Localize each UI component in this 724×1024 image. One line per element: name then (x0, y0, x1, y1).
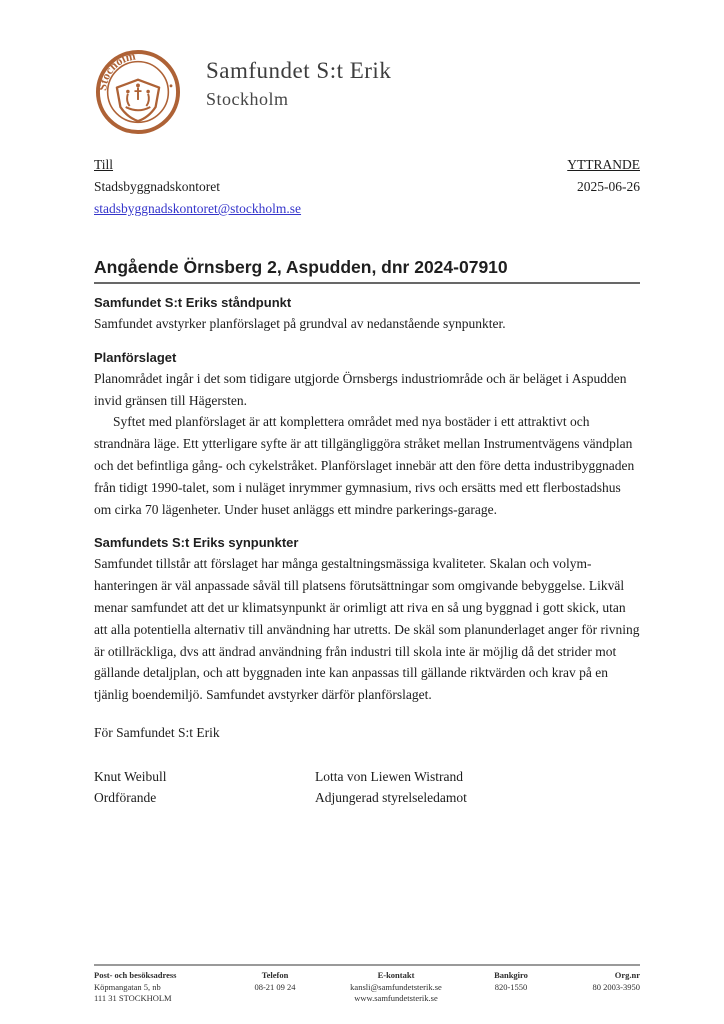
footer-econtact-column (316, 970, 476, 1005)
closing-line: För Samfundet S:t Erik (94, 724, 220, 740)
recipient-email-link[interactable]: stadsbyggnadskontoret@stockholm.se (94, 201, 302, 216)
signature-2-name: Lotta von Liewen Wistrand (315, 768, 464, 784)
org-city: Stockholm (206, 89, 289, 109)
org-block (206, 58, 391, 110)
recipient-name: Stadsbyggnadskontoret (94, 179, 220, 194)
footer-address-column (94, 970, 234, 1005)
section-synpunkter-paragraph: Samfundet tillstår att förslaget har många gestaltningsmässiga kvaliteter. Skalan och volym-hanteringen är väl anpassade såväl till platsens förutsättningar som omgivande bebyggelse. Likväl menar samfundet att det ur klimatsynpunkt är orimligt att riva en så ung byggnad i gott skick, utan att alla potentiella alternativ till användning har utretts. De skäl som planunderlaget anger för rivning är otillräckliga, dvs att ändrad användning från industri till skola inte är möjlig då det strider mot gällande detaljplan, och att byggnaden inte kan anpassas till gällande riktvärden och krav på en tjänlig boendemiljö. Samfundet avstyrker därför planförslaget. (94, 556, 640, 703)
section-planforslaget-paragraph-1: Planområdet ingår i det som tidigare utgjorde Örnsbergs industriområde och är beläget i Aspudden invid gränsen till Hägersten. (94, 370, 627, 408)
section-synpunkter-heading: Samfundets S:t Eriks synpunkter (94, 535, 299, 551)
section-planforslaget-heading: Planförslaget (94, 349, 177, 365)
recipient-label: Till (94, 157, 114, 172)
footer-orgnr-column (546, 970, 640, 1005)
footer-econtact-email: kansli@samfundetsterik.se (350, 981, 442, 992)
signature-1-name: Knut Weibull (94, 768, 167, 784)
doc-meta-block (567, 154, 640, 220)
footer-bankgiro-label: Bankgiro (494, 970, 528, 980)
subject-heading: Angående Örnsberg 2, Aspudden, dnr 2024-07910 (94, 257, 508, 277)
footer-bankgiro-value: 820-1550 (494, 981, 528, 992)
footer-address-line-1: Köpmangatan 5, nb (94, 981, 161, 992)
footer-orgnr-label: Org.nr (614, 970, 640, 980)
footer-phone-label: Telefon (261, 970, 289, 980)
address-meta-row (94, 154, 640, 220)
svg-text:Stocholm (95, 48, 137, 91)
subject-rule (94, 282, 640, 284)
signature-2 (315, 766, 536, 809)
footer-econtact-web: www.samfundetsterik.se (354, 993, 438, 1003)
section-standpunkt-heading: Samfundet S:t Eriks ståndpunkt (94, 295, 292, 310)
footer-bankgiro-column (476, 970, 546, 1005)
footer-phone-column (234, 970, 316, 1005)
footer-phone-value: 08-21 09 24 (254, 981, 296, 992)
footer-address-label: Post- och besöksadress (94, 970, 177, 980)
footer-orgnr-value: 80 2003-3950 (592, 981, 640, 992)
doc-date: 2025-06-26 (577, 179, 640, 194)
signature-2-role: Adjungerad styrelseledamot (315, 790, 467, 806)
stockholm-seal-icon (94, 46, 182, 138)
footer-address-line-2: 111 31 STOCKHOLM (94, 993, 172, 1003)
recipient-block (94, 154, 301, 220)
signature-row (94, 766, 640, 809)
signature-1 (94, 766, 315, 809)
letterhead (94, 46, 640, 138)
seal-arc-text: Stocholm (95, 48, 137, 92)
signature-1-role: Ordförande (94, 790, 157, 806)
doc-type-label: YTTRANDE (567, 157, 640, 172)
section-standpunkt-paragraph: Samfundet avstyrker planförslaget på grundval av nedanstående synpunkter. (94, 316, 506, 331)
org-name: Samfundet S:t Erik (206, 58, 392, 83)
section-planforslaget-paragraph-2: Syftet med planförslaget är att komplettera området med nya bostäder i ett attraktivt och strandnära läge. Ett ytterligare syfte är att tillgängliggöra stråket mellan Instrumentvägens vändplan och det befintliga gång- och cykelstråket. Planförslaget innebär att den före detta industribyggnaden från tidigt 1990-talet, som i nuläget inrymmer gymnasium, rivs och ersätts med ett flerbostadshus om cirka 70 lägenheter. Under huset anläggs ett mindre parkerings-garage. (94, 414, 635, 517)
letter-footer (94, 964, 640, 1005)
footer-econtact-label: E-kontakt (377, 970, 415, 980)
